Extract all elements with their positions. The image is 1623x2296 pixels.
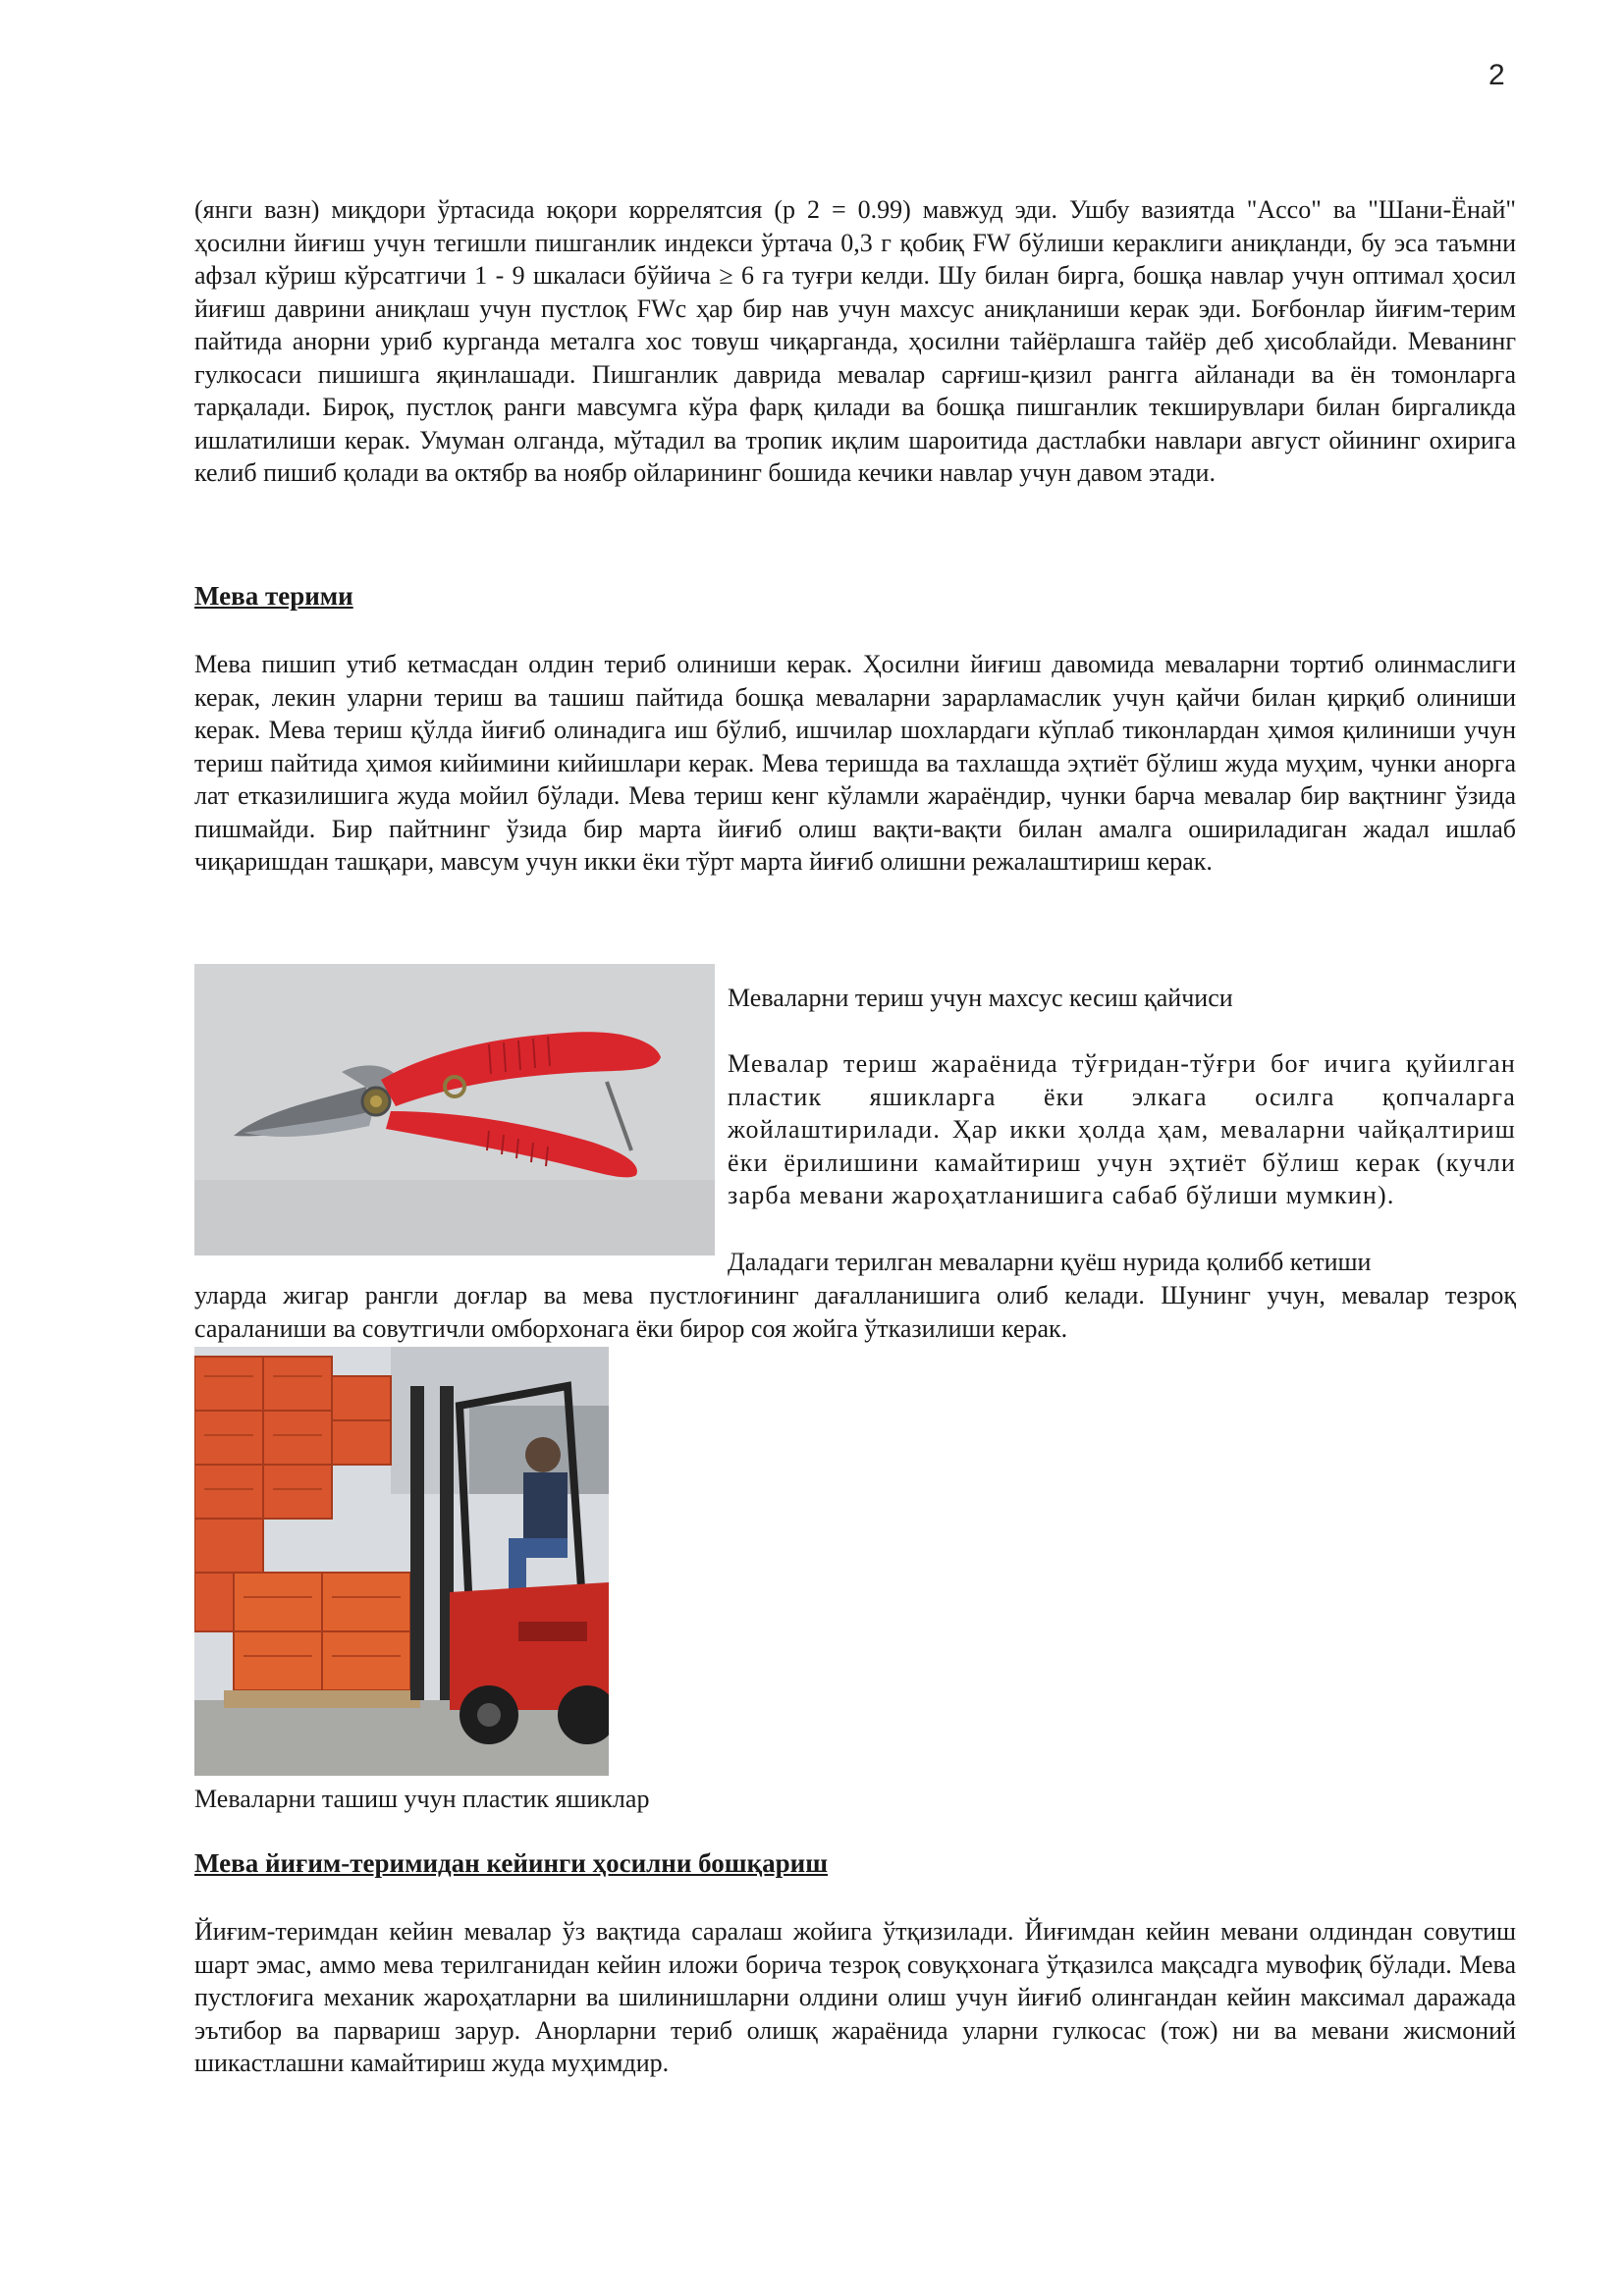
forklift-crates-photo — [194, 1347, 609, 1776]
section-heading-harvest: Мева терими — [194, 581, 353, 611]
shears-caption: Меваларни териш учун махсус кесиш қайчиси — [728, 984, 1233, 1012]
paragraph-sun-first-line: Даладаги терилган меваларни қуёш нурида қолибб кетиши — [728, 1248, 1372, 1276]
paragraph-sun-rest: уларда жигар рангли доғлар ва мева пустлоғининг дағалланишига олиб келади. Шунинг учун, мевалар тезроқ сараланиши ва совутгичли омборхонага ёки бирор соя жойга ўтказилиши керак. — [194, 1281, 1516, 1343]
crates-caption: Меваларни ташиш учун пластик яшиклар — [194, 1785, 650, 1813]
paragraph-containers: Мевалар териш жараёнида тўғридан-тўғри боғ ичига қуйилган пластик яшикларга ёки элкага осилга қопчаларга жойлаштирилади. Ҳар икки ҳолда ҳам, меваларни чайқалтириш ёки ёрилишини камайтириш учун эҳтиёт бўлиш керак (кучли зарба мевани жароҳатланишига сабаб бўлиши мумкин). — [728, 1049, 1516, 1209]
paragraph-postharvest: Йиғим-теримдан кейин мевалар ўз вақтида саралаш жойига ўтқизилади. Йиғимдан кейин мевани олдиндан совутиш шарт эмас, аммо мева терилганидан кейин иложи борича тезроқ совуқхонага ўтқазилса мақсадга мувофиқ бўлади. Мева пустлоғига механик жароҳатларни ва шилинишларни олдини олиш учун йиғиб олингандан кейин максимал даражада эътибор ва парвариш зарур. Анорларни териб олишқ жараёнида уларни гулкосас (тож) ни ва мевани жисмоний шикастлашни камайтириш жуда муҳимдир. — [194, 1917, 1516, 2077]
page-number: 2 — [1488, 59, 1505, 91]
paragraph-harvest: Мева пишип утиб кетмасдан олдин териб олиниши керак. Ҳосилни йиғиш давомида меваларни тортиб олинмаслиги керак, лекин уларни териш ва ташиш пайтида бошқа меваларни зарарламаслик учун қайчи билан қирқиб олиниши керак. Мева териш қўлда йиғиб олинадига иш бўлиб, ишчилар шохлардаги кўплаб тиконлардан ҳимоя қилиниши учун териш пайтида ҳимоя кийимини кийишлари керак. Мева теришда ва тахлашда эҳтиёт бўлиш жуда муҳим, чунки анорга лат етказилишига жуда мойил бўлади. Мева териш кенг кўламли жараёндир, чунки барча мевалар бир вақтнинг ўзида пишмайди. Бир пайтнинг ўзида бир марта йиғиб олиш вақти-вақти билан амалга ошириладиган жадал ишлаб чиқаришдан ташқари, мавсум учун икки ёки тўрт марта йиғиб олишни режалаштириш керак. — [194, 650, 1516, 876]
section-heading-postharvest: Мева йиғим-теримидан кейинги ҳосилни бошқариш — [194, 1848, 829, 1878]
pruning-shears-photo — [194, 964, 715, 1255]
paragraph-ripeness: (янги вазн) миқдори ўртасида юқори коррелятсия (p 2 = 0.99) мавжуд эди. Ушбу вазиятда "Acco" ва "Шани-Ёнай" ҳосилни йиғиш учун тегишли пишганлик индекси ўртача 0,3 г қобиқ FW бўлиши кераклиги аниқланди, бу эса таъмни афзал кўриш кўрсатгичи 1 - 9 шкаласи бўйича ≥ 6 га туғри келди. Шу билан бирга, бошқа навлар учун оптимал ҳосил йиғиш даврини аниқлаш учун пустлоқ FWc ҳар бир нав учун махсус аниқланиши керак эди. Боғбонлар йиғим-терим пайтида анорни уриб курганда металга хос товуш чиқарганда, ҳосилни тайёрлашга тайёр деб ҳисоблайди. Меванинг гулкосаси пишишга яқинлашади. Пишганлик даврида мевалар сарғиш-қизил рангга айланади ва ён томонларга тарқалади. Бироқ, пустлоқ ранги мавсумга кўра фарқ қилади ва бошқа пишганлик текширувлари билан биргаликда ишлатилиши керак. Умуман олганда, мўтадил ва тропик иқлим шароитида дастлабки навлари август ойининг охирига келиб пишиб қолади ва октябр ва ноябр ойларининг бошида кечики навлар учун давом этади. — [194, 195, 1516, 487]
